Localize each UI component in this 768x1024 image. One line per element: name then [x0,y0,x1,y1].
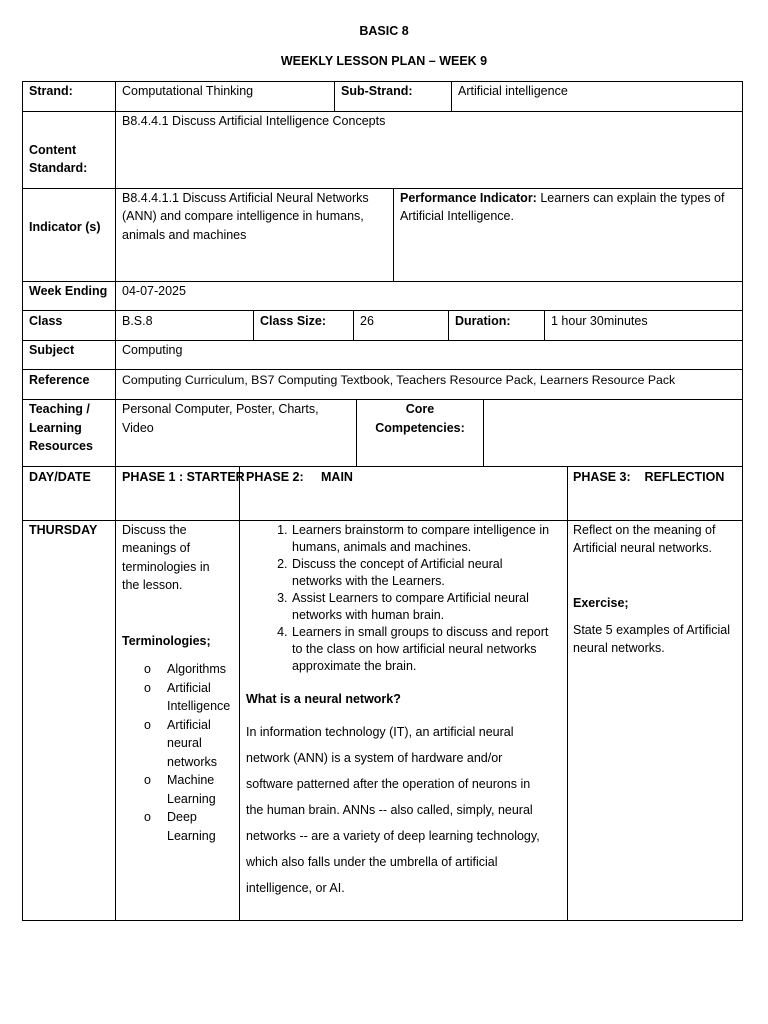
subject-label: Subject [29,343,75,357]
reference-label: Reference [29,373,90,387]
main-step-text: approximate the brain. [292,659,417,673]
answer-line: networks -- are a variety of deep learning technology, [246,829,540,843]
answer-line: network (ANN) is a system of hardware and/or [246,751,503,765]
starter-line-1: Discuss the [122,523,187,537]
main-step [291,556,607,590]
terminology-item [122,716,238,772]
reflection-line-2: Artificial neural networks. [573,541,712,555]
exercise-line-1: State 5 examples of Artificial [573,623,731,637]
answer-line: the human brain. ANNs -- also called, simply, neural [246,803,533,817]
answer-line: software patterned after the operation of neurons in [246,777,531,791]
main-step-text: Learners brainstorm to compare intelligence in [292,523,550,537]
core-competencies-label-1: Core [405,402,435,416]
performance-indicator-label: Performance Indicator: [400,191,537,205]
main-step-text: Assist Learners to compare Artificial neural [292,591,529,605]
week-ending-value: 04-07-2025 [122,284,186,298]
indicator-line-3: animals and machines [122,228,247,242]
main-step [291,624,607,675]
resources-value-1: Personal Computer, Poster, Charts, [122,402,319,416]
main-step-text: humans, animals and machines. [292,540,472,554]
subject-value-cell [115,340,743,370]
answer-line: In information technology (IT), an artificial neural [246,725,514,739]
phase1-header: PHASE 1 : STARTER [122,470,245,484]
duration-label: Duration: [455,314,511,328]
performance-indicator-line-2: Artificial Intelligence. [400,209,514,223]
strand-value: Computational Thinking [122,84,254,98]
duration-value: 1 hour 30minutes [551,314,648,328]
terminology-item [122,679,238,716]
content-standard-label-2: Standard: [29,161,88,175]
terminologies-list [122,660,238,845]
resources-label-1: Teaching / [29,402,90,416]
performance-indicator-line-1 [400,189,724,208]
exercise-label: Exercise; [573,596,629,610]
terminology-text: Deep [167,810,197,824]
content-standard-label-1: Content [29,143,77,157]
main-steps-list [246,522,607,675]
terminology-text: Learning [167,828,216,843]
strand-label: Strand: [29,84,73,98]
reference-value: Computing Curriculum, BS7 Computing Textbook, Teachers Resource Pack, Learners Resource Pack [122,373,676,387]
answer-line: intelligence, or AI. [246,881,345,895]
week-ending-value-cell [115,281,743,311]
day-cell [22,520,116,921]
starter-line-2: meanings of [122,541,191,555]
terminology-text: neural [167,736,202,750]
substrand-label: Sub-Strand: [341,84,413,98]
day-date-header: DAY/DATE [29,470,91,484]
bullet-icon: o [144,773,151,787]
class-size-value: 26 [360,314,374,328]
main-step-text: networks with human brain. [292,608,445,622]
neural-network-answer [246,719,564,901]
indicator-label: Indicator (s) [29,220,101,234]
exercise-line-2: neural networks. [573,641,665,655]
class-label: Class [29,314,63,328]
bullet-icon: o [144,717,151,732]
terminology-text: Intelligence [167,699,231,713]
main-step-text: Learners in small groups to discuss and report [292,625,549,639]
day-value: THURSDAY [29,523,98,537]
terminology-text: Learning [167,791,216,806]
main-step [291,590,607,624]
phase3-header: PHASE 3: REFLECTION [573,470,725,484]
class-size-label: Class Size: [260,314,327,328]
terminology-text: Machine [167,773,215,787]
main-step [291,522,607,556]
answer-line: which also falls under the umbrella of artificial [246,855,498,869]
substrand-value: Artificial intelligence [458,84,568,98]
grade-heading: BASIC 8 [359,24,409,38]
bullet-icon: o [144,680,151,695]
main-step-text: networks with the Learners. [292,574,445,588]
starter-line-4: the lesson. [122,578,183,592]
plan-title: WEEKLY LESSON PLAN – WEEK 9 [280,54,488,68]
resources-label-3: Resources [29,439,93,453]
phase2-header: PHASE 2: MAIN [246,470,353,484]
content-standard-value: B8.4.4.1 Discuss Artificial Intelligence Concepts [122,114,386,128]
main-step-text: to the class on how artificial neural networks [292,642,537,656]
reflection-line-1: Reflect on the meaning of [573,523,716,537]
terminology-text: Artificial [167,717,211,732]
core-competencies-label-2: Competencies: [375,421,465,435]
performance-indicator-text-1: Learners can explain the types of [540,191,725,205]
terminologies-label: Terminologies; [122,634,211,648]
resources-label-2: Learning [29,421,82,435]
bullet-icon: o [144,810,151,824]
terminology-text: Algorithms [167,662,227,676]
terminology-text: Artificial [167,680,211,695]
core-competencies-value-cell [483,399,743,467]
terminology-item [122,771,238,808]
subject-value: Computing [122,343,183,357]
resources-value-2: Video [122,421,154,435]
main-step-text: Discuss the concept of Artificial neural [292,557,503,571]
terminology-item [122,660,238,679]
week-ending-label: Week Ending [29,284,108,298]
class-value: B.S.8 [122,314,153,328]
indicator-line-2: (ANN) and compare intelligence in humans, [122,209,364,223]
bullet-icon: o [144,662,151,676]
indicator-line-1: B8.4.4.1.1 Discuss Artificial Neural Networks [122,191,369,205]
neural-network-question: What is a neural network? [246,692,401,706]
terminology-item [122,808,238,845]
starter-line-3: terminologies in [122,560,210,574]
terminology-text: networks [167,754,218,769]
